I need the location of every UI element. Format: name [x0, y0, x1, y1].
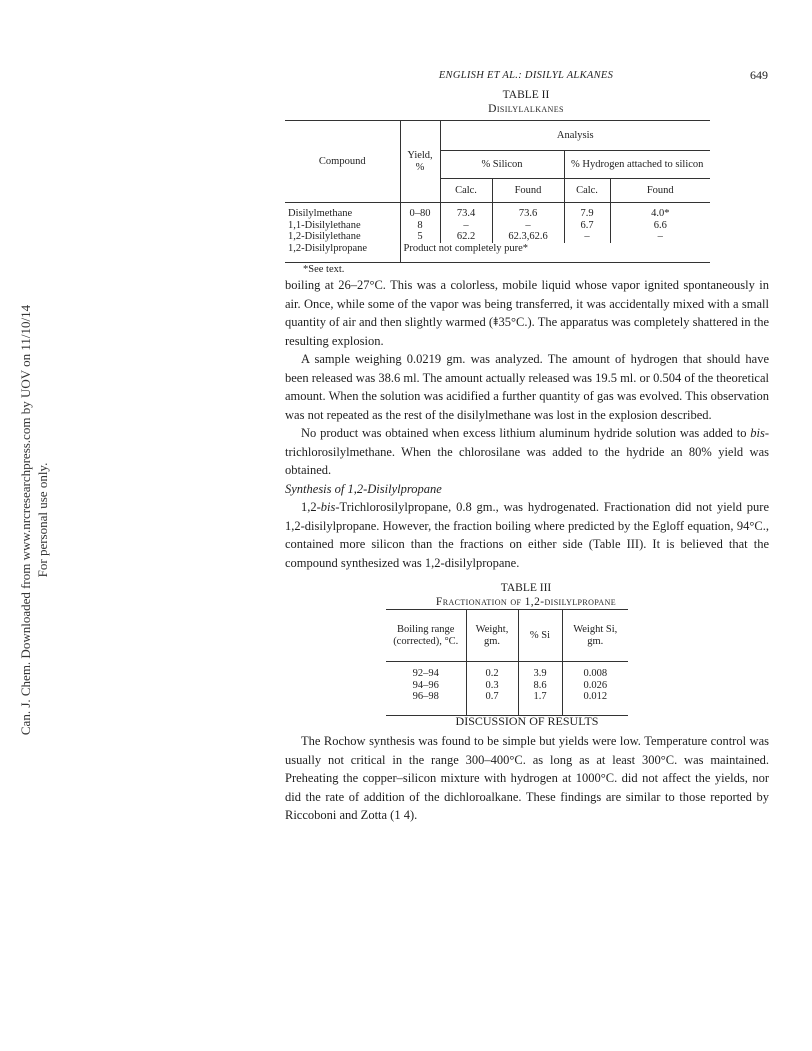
col-header-si-calc: Calc. — [440, 179, 492, 203]
col-header-analysis: Analysis — [440, 121, 710, 151]
running-title: ENGLISH ET AL.: DISILYL ALKANES — [438, 70, 614, 81]
col-header-compound: Compound — [285, 121, 400, 203]
col-header-boiling-range: Boiling range (corrected), °C. — [386, 610, 466, 662]
col-header-si-found: Found — [492, 179, 564, 203]
col-header-weight-si: Weight Si, gm. — [562, 610, 628, 662]
table-row: Disilylmethane 0–80 73.4 73.6 7.9 4.0* — [285, 203, 710, 220]
table-row: 1,1-Disilylethane 8 – – 6.7 6.6 — [285, 220, 710, 232]
col-header-yield: Yield, % — [400, 121, 440, 203]
table3 — [386, 609, 628, 716]
table2-label: TABLE II — [502, 89, 550, 101]
table2-caption — [284, 88, 768, 116]
table3-label: TABLE III — [500, 582, 552, 594]
paragraph: A sample weighing 0.0219 gm. was analyzed. The amount of hydrogen that should have been released was 38.6 ml. The amount actually released was 19.5 ml. or 0.504 of the theoretical amount. When the solution was acidified a further quantity of gas was evolved. This observation was not repeated as the rest of the disilylmethane was lost in the explosion described. — [285, 352, 769, 422]
table-row: 92–94 0.2 3.9 0.008 — [386, 662, 628, 680]
page-header — [284, 68, 768, 86]
table-row: 96–98 0.7 1.7 0.012 — [386, 691, 628, 715]
paragraph: The Rochow synthesis was found to be simple but yields were low. Temperature control was usually not critical in the range 300–400°C. as long as at least 300°C. was maintained. Preheating the copper–silicon mixture with hydrogen at 1000°C. did not affect the yields, nor did the rate of addition of the dichloroalkane. These findings are similar to those reported by Riccoboni and Zotta (1 4). — [285, 734, 769, 822]
col-header-h-calc: Calc. — [564, 179, 610, 203]
watermark-line-1: Can. J. Chem. Downloaded from www.nrcresearchpress.com by UOV on 11/10/14 — [18, 304, 33, 736]
table2-footnote: *See text. — [303, 264, 345, 275]
paragraph: 1,2-bis-Trichlorosilylpropane, 0.8 gm., was hydrogenated. Fractionation did not yield pure 1,2-disilylpropane. However, the fraction boiling where predicted by the Egloff equation, 94°C., contained more silicon than the fractions on either side (Table III). It is believed that the compound synthesized was 1,2-disilylpropane. — [285, 500, 769, 570]
paragraph: No product was obtained when excess lithium aluminum hydride solution was added to bis-trichlorosilylmethane. When the chlorosilane was added to the hydride an 80% yield was obtained. — [285, 426, 769, 477]
page-number: 649 — [750, 68, 768, 82]
table3-title: Fractionation of 1,2-disilylpropane — [435, 596, 617, 608]
body-text-upper — [285, 276, 769, 572]
body-text-lower — [285, 732, 769, 825]
col-header-silicon: % Silicon — [440, 151, 564, 179]
table2-note-cell: Product not completely pure* — [400, 243, 710, 263]
download-watermark — [0, 290, 70, 750]
col-header-hydrogen: % Hydrogen attached to silicon — [564, 151, 710, 179]
watermark-line-2: For personal use only. — [35, 462, 50, 578]
paragraph: boiling at 26–27°C. This was a colorless, mobile liquid whose vapor ignited spontaneously in air. Once, while some of the vapor was being transferred, it was accidentally mixed with a small quantity of air and then slightly warmed (⯒35°C.). The apparatus was completely shattered in the resulting explosion. — [285, 278, 769, 348]
table-row: 1,2-Disilylpropane Product not completely pure* — [285, 243, 710, 263]
col-header-percent-si: % Si — [518, 610, 562, 662]
table2-title: Disilylalkanes — [488, 103, 564, 115]
col-header-h-found: Found — [610, 179, 710, 203]
table3-caption — [284, 581, 768, 609]
table-row: 94–96 0.3 8.6 0.026 — [386, 680, 628, 692]
section-heading: Synthesis of 1,2-Disilylpropane — [285, 481, 442, 496]
discussion-heading: DISCUSSION OF RESULTS — [455, 714, 599, 728]
table-row: 1,2-Disilylethane 5 62.2 62.3,62.6 – – — [285, 231, 710, 243]
col-header-weight: Weight, gm. — [466, 610, 518, 662]
table2 — [285, 120, 710, 263]
